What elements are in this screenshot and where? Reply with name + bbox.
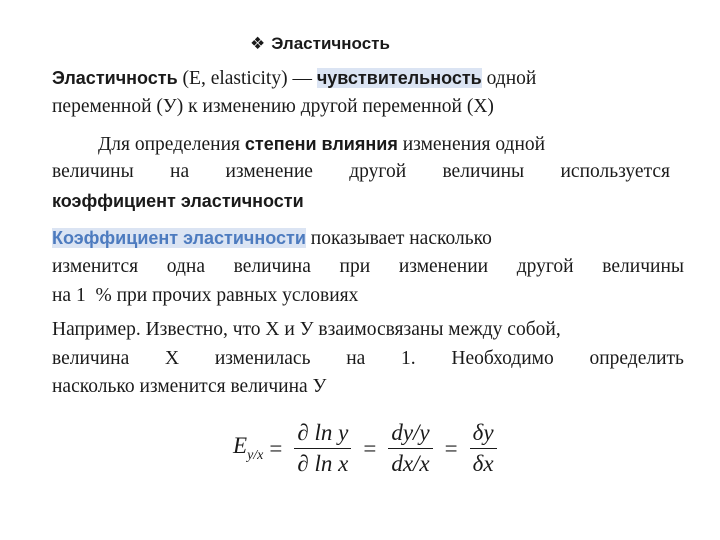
example-line-2: [52, 347, 684, 371]
definition-line-2: переменной (У) к изменению другой переменной (Х): [52, 96, 494, 117]
word: величины: [52, 161, 134, 182]
measure-bold: степени влияния: [244, 134, 398, 154]
elasticity-formula: [233, 420, 503, 477]
formula-lhs-subscript: y/x: [247, 448, 264, 463]
coefficient-term: Коэффициент эластичности: [52, 228, 306, 248]
word: величина: [52, 348, 130, 369]
fraction-log: [294, 420, 351, 477]
word: изменение: [225, 161, 313, 182]
word: на: [170, 161, 190, 182]
word: величина: [233, 256, 311, 277]
word: другой: [349, 161, 407, 182]
diamond-bullet-icon: ❖: [250, 34, 266, 53]
measure-line-3: [52, 189, 692, 214]
fraction-numerator: dy/y: [388, 420, 432, 449]
slide-title: [250, 34, 390, 54]
measure-line-1: [98, 132, 692, 157]
example-line-1: Например. Известно, что Х и У взаимосвязаны между собой,: [52, 319, 561, 340]
word: изменилась: [214, 348, 311, 369]
word: другой: [516, 256, 574, 277]
example-line-3: насколько изменится величина У: [52, 376, 327, 397]
word: при: [339, 256, 371, 277]
coefficient-line-3: на 1 % при прочих равных условиях: [52, 285, 359, 306]
equals-sign: =: [444, 435, 458, 461]
equals-sign: =: [269, 435, 283, 461]
word: на: [346, 348, 366, 369]
word: изменении: [398, 256, 489, 277]
fraction-denominator: ∂ ln x: [297, 451, 349, 476]
definition-text: (E, elasticity) —: [177, 68, 317, 89]
word: Х: [164, 348, 180, 369]
word: определить: [589, 348, 684, 369]
equals-sign: =: [363, 435, 377, 461]
fraction-relative: [388, 420, 432, 477]
measure-term: коэффициент эластичности: [52, 191, 304, 211]
word: 1.: [401, 348, 416, 369]
measure-text-a: Для определения: [98, 134, 245, 155]
definition-text-end: одной: [481, 68, 537, 89]
word: величины: [602, 256, 684, 277]
word: Необходимо: [451, 348, 554, 369]
definition-line-1: [52, 66, 692, 91]
fraction-denominator: dx/x: [391, 451, 430, 476]
coefficient-line-2: [52, 255, 684, 279]
definition-highlight: чувствительность: [316, 68, 482, 88]
word: одна: [166, 256, 205, 277]
word: величины: [442, 161, 525, 182]
fraction-numerator: δy: [470, 420, 497, 449]
word: изменится: [52, 256, 139, 277]
coefficient-line-1: [52, 226, 692, 251]
measure-line-2: [52, 160, 670, 184]
formula-lhs: [233, 433, 263, 464]
measure-text-b: изменения одной: [397, 134, 546, 155]
fraction-numerator: ∂ ln y: [294, 420, 351, 449]
coefficient-text: показывает насколько: [305, 228, 492, 249]
fraction-delta: [470, 420, 497, 477]
formula-lhs-symbol: E: [233, 433, 248, 458]
definition-term: Эластичность: [52, 68, 178, 88]
word: используется: [560, 161, 670, 182]
title-text: Эластичность: [271, 34, 390, 53]
fraction-denominator: δx: [472, 451, 494, 476]
